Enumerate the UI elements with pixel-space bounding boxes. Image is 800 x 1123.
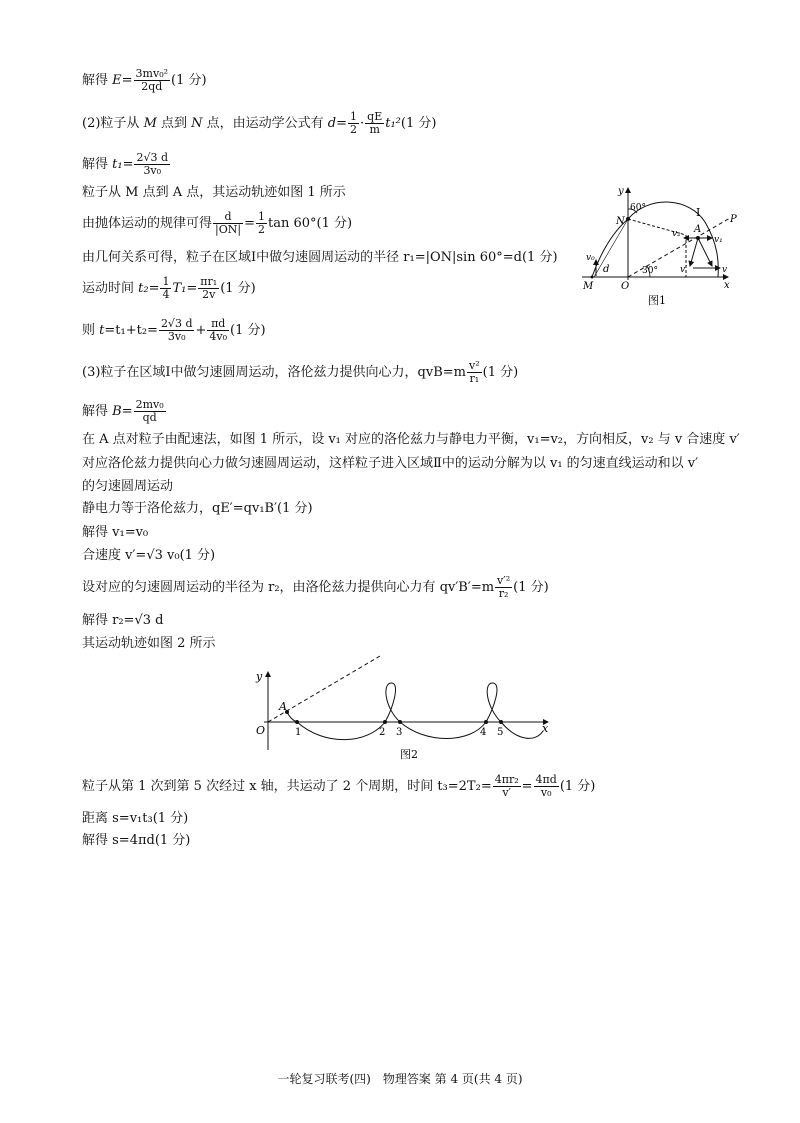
label-v1: v₁: [714, 235, 723, 245]
fraction: $\frac{qE}{m}$: [367, 110, 383, 136]
point-3: [398, 720, 402, 724]
line-11: 在 A 点对粒子由配速法，如图 1 所示，设 v₁ 对应的洛伦兹力与静电力平衡，v₁=v₂，方向相反，v₂ 与 v 合速度 v′: [82, 432, 740, 447]
line-5: 由抛体运动的规律可得 $\frac{d}{|ON|}$ = $\frac{1}{2}$ tan 60°(1 分): [82, 210, 353, 236]
line-8: 则 t=t₁+t₂= $\frac{2√3 d}{\text{3v₀}}$ + $\frac{\pi d}{\text{4v₀}}$ (1 分): [82, 317, 266, 343]
fraction: $\frac{d}{|ON|}$: [215, 210, 242, 236]
label-v2: v₂: [672, 229, 681, 239]
line-7: 运动时间 t₂= $\frac{1}{4}$ T₁= $\frac{\text{πr₁}}{2v}$ (1 分): [82, 275, 256, 301]
line-19: 其运动轨迹如图 2 所示: [82, 636, 216, 651]
point-1: [295, 720, 299, 724]
line-6: 由几何关系可得，粒子在区域Ⅰ中做匀速圆周运动的半径 r₁=|ON|sin 60°=d(1 分): [82, 250, 558, 265]
label-v-prime: v′: [680, 265, 688, 275]
point-2: [383, 720, 387, 724]
fraction: $\frac{\text{2mv₀}}{qd}$: [135, 398, 164, 424]
point-M: [591, 276, 594, 279]
fraction: $\frac{\text{πr₁}}{2v}$: [200, 275, 218, 301]
line-22: 解得 s=4πd(1 分): [82, 833, 191, 848]
label-A: A: [279, 700, 287, 713]
label-x: x: [542, 722, 549, 735]
point-5: [499, 720, 503, 724]
fraction: $\frac{4\pi d}{\text{v₀}}$: [535, 773, 557, 799]
label-3: 3: [396, 727, 403, 738]
label-region-I: Ⅰ: [696, 206, 701, 219]
line-1: 解得 E= $\frac{\text{3mv₀²}}{2qd}$ (1 分): [82, 67, 207, 93]
label-y: y: [256, 670, 263, 683]
label-O: O: [621, 281, 630, 292]
line-13: 的匀速圆周运动: [82, 479, 174, 494]
line-3: 解得 t₁= $\frac{2√3 d}{\text{3v₀}}$: [82, 151, 169, 177]
label-M: M: [583, 281, 594, 292]
label-30: 30°: [642, 266, 658, 276]
label-P: P: [730, 214, 737, 225]
figure-2-caption: 图2: [400, 748, 418, 761]
fraction: $\frac{\text{4πr₂}}{v'}$: [494, 773, 519, 799]
fraction: $\frac{\text{v²}}{\text{r₁}}$: [469, 359, 480, 385]
line-12: 对应洛伦兹力提供向心力做匀速圆周运动，这样粒子进入区域Ⅱ中的运动分解为以 v₁ 的匀速直线运动和以 v′: [82, 456, 699, 471]
line-9: (3)粒子在区域Ⅰ中做匀速圆周运动，洛伦兹力提供向心力，qvB=m $\frac{\text{v²}}{\text{r₁}}$ (1 分): [82, 359, 519, 385]
label-O: O: [256, 724, 266, 737]
page-footer: 一轮复习联考(四) 物理答案 第 4 页(共 4 页): [277, 1072, 523, 1086]
line-15: 解得 v₁=v₀: [82, 525, 149, 540]
d-line: [594, 219, 628, 277]
label-v: v: [722, 265, 728, 275]
line-20: 粒子从第 1 次到第 5 次经过 x 轴，共运动了 2 个周期，时间 t₃=2T₂= $\frac{\text{4πr₂}}{v'}$ = $\frac{4\pi d}{\text{v₀}}$ (1 分): [82, 773, 596, 799]
label-4: 4: [480, 727, 487, 738]
line-4: 粒子从 M 点到 A 点，其运动轨迹如图 1 所示: [82, 185, 346, 200]
label-A: A: [694, 224, 702, 235]
label-5: 5: [497, 727, 504, 738]
fraction: $\frac{\text{v′²}}{\text{r₂}}$: [497, 574, 511, 600]
v-prime-arrow: [690, 238, 698, 266]
figure-2: [250, 652, 570, 764]
line-16: 合速度 v′=√3 v₀(1 分): [82, 548, 216, 563]
fraction: $\frac{\text{3mv₀²}}{2qd}$: [135, 67, 169, 93]
trajectory: [287, 683, 543, 740]
fraction: $\frac{1}{2}$: [350, 110, 358, 136]
figure-1: [578, 180, 743, 308]
point-4: [484, 720, 488, 724]
fraction: $\frac{1}{2}$: [257, 210, 265, 236]
label-v0: v₀: [586, 253, 595, 263]
label-60: 60°: [630, 203, 646, 213]
figure-1-caption: 图1: [648, 294, 666, 307]
label-1: 1: [295, 727, 302, 738]
fraction: $\frac{2√3 d}{\text{3v₀}}$: [160, 317, 193, 343]
line-17: 设对应的匀速圆周运动的半径为 r₂，由洛伦兹力提供向心力有 qv′B′=m $\frac{\text{v′²}}{\text{r₂}}$ (1 分): [82, 574, 549, 600]
fraction: $\frac{1}{4}$: [162, 275, 170, 301]
label-d: d: [603, 264, 610, 275]
label-x: x: [724, 280, 730, 291]
fraction: $\frac{\pi d}{\text{4v₀}}$: [209, 317, 228, 343]
line-21: 距离 s=v₁t₃(1 分): [82, 811, 189, 826]
v-arrow: [698, 238, 712, 266]
line-18: 解得 r₂=√3 d: [82, 613, 164, 628]
line-10: 解得 B= $\frac{\text{2mv₀}}{qd}$: [82, 398, 164, 424]
fraction: $\frac{2√3 d}{\text{3v₀}}$: [136, 151, 169, 177]
line-14: 静电力等于洛伦兹力，qE′=qv₁B′(1 分): [82, 501, 313, 516]
label-2: 2: [379, 727, 386, 738]
line-2: (2)粒子从 M 点到 N 点，由运动学公式有 d= $\frac{1}{2}$ · $\frac{qE}{m}$ t₁²(1 分): [82, 110, 437, 136]
point-N: [626, 217, 630, 221]
label-N: N: [616, 216, 625, 227]
point-A: [696, 236, 700, 240]
label-y: y: [618, 186, 624, 197]
